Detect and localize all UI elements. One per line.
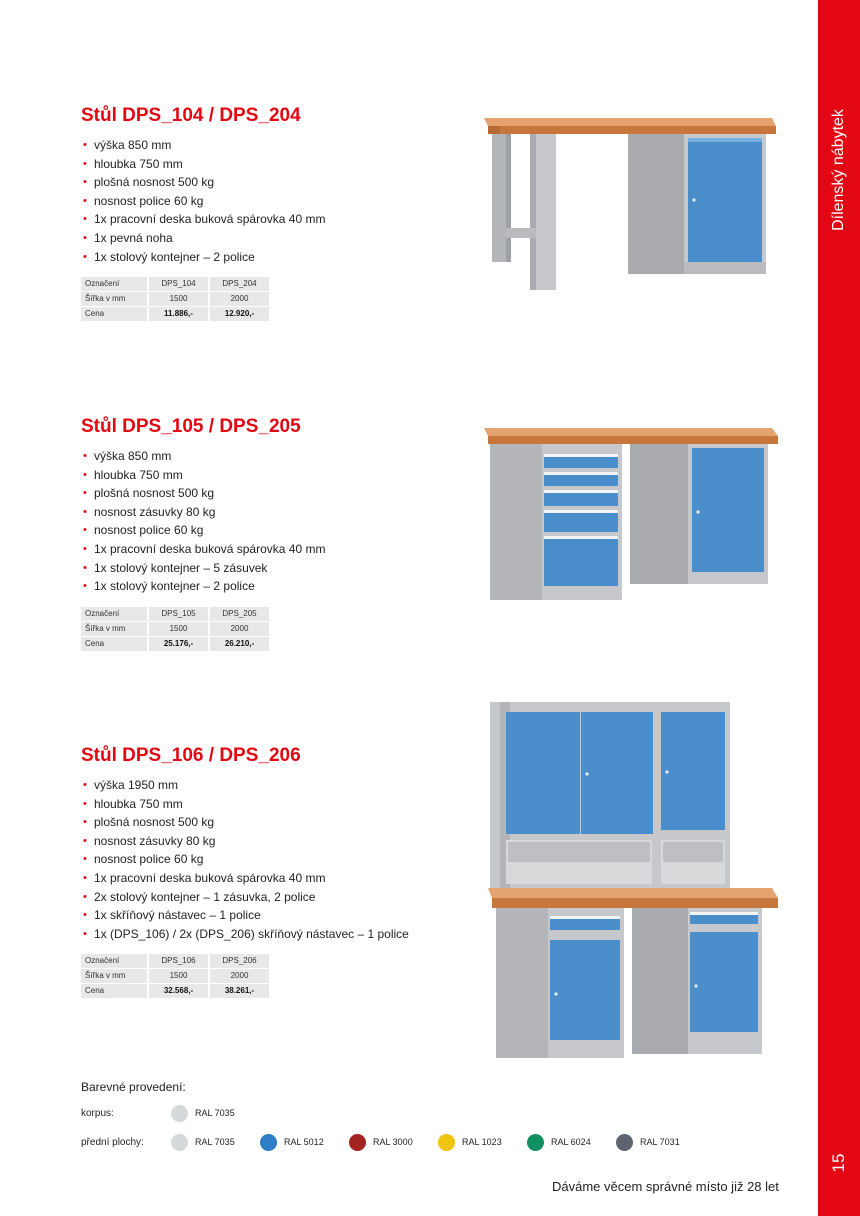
feature-item: • 1x pracovní deska buková spárovka 40 mm <box>83 541 326 556</box>
feature-item: • 2x stolový kontejner – 1 zásuvka, 2 police <box>83 889 316 904</box>
product-title: Stůl DPS_105 / DPS_205 <box>81 416 301 437</box>
feature-item: • výška 850 mm <box>83 449 172 463</box>
feature-item: • 1x stolový kontejner – 2 police <box>83 249 255 264</box>
spec-table: Označení DPS_104 DPS_204 Šířka v mm 1500 2000 Cena 11.886,- 12.920,- <box>81 276 269 322</box>
workbench-image-dps-106 <box>486 702 780 1060</box>
swatch-circle <box>527 1134 544 1151</box>
product-title: Stůl DPS_104 / DPS_204 <box>81 105 301 126</box>
spec-table: Označení DPS_105 DPS_205 Šířka v mm 1500 2000 Cena 25.176,- 26.210,- <box>81 606 269 652</box>
feature-item: • výška 1950 mm <box>83 778 179 792</box>
feature-item: • plošná nosnost 500 kg <box>83 815 215 830</box>
swatch-circle <box>260 1134 277 1151</box>
feature-item: • hloubka 750 mm <box>83 796 183 811</box>
korpus-label: korpus: <box>81 1108 114 1119</box>
swatch-circle <box>349 1134 366 1151</box>
front-label: přední plochy: <box>81 1137 144 1148</box>
swatch-circle <box>171 1105 188 1122</box>
workbench-image-dps-104 <box>480 110 780 290</box>
feature-item: • 1x skříňový nástavec – 1 police <box>83 908 261 923</box>
feature-item: • 1x stolový kontejner – 5 zásuvek <box>83 560 268 575</box>
feature-item: • plošná nosnost 500 kg <box>83 175 215 190</box>
swatch-circle <box>438 1134 455 1151</box>
swatch-circle <box>171 1134 188 1151</box>
section-title: Dílenský nábytek <box>830 109 847 231</box>
feature-item: • výška 850 mm <box>83 138 172 152</box>
page-number: 15 <box>829 1153 848 1173</box>
feature-item: • hloubka 750 mm <box>83 467 183 482</box>
color-options-title: Barevné provedení: <box>81 1080 186 1094</box>
front-color-row: přední plochy: RAL 7035 RAL 5012 RAL 3000 RAL 1023 RAL 6024 RAL 7031 <box>81 1134 721 1154</box>
feature-list <box>81 447 421 596</box>
product-dps-106 <box>81 744 421 999</box>
feature-list <box>81 776 421 943</box>
product-title: Stůl DPS_106 / DPS_206 <box>81 745 301 766</box>
korpus-color-row: korpus: RAL 7035 <box>81 1105 481 1125</box>
feature-item: • 1x pracovní deska buková spárovka 40 mm <box>83 870 326 885</box>
feature-list <box>81 136 421 266</box>
product-dps-104 <box>81 104 421 322</box>
feature-item: • 1x pracovní deska buková spárovka 40 mm <box>83 212 326 227</box>
workbench-image-dps-105 <box>480 420 780 602</box>
product-dps-105 <box>81 415 421 652</box>
feature-item: • 1x (DPS_106) / 2x (DPS_206) skříňový nástavec – 1 police <box>83 926 409 941</box>
feature-item: • nosnost zásuvky 80 kg <box>83 833 216 848</box>
feature-item: • 1x stolový kontejner – 2 police <box>83 579 255 594</box>
feature-item: • plošná nosnost 500 kg <box>83 486 215 501</box>
feature-item: • nosnost police 60 kg <box>83 852 204 867</box>
feature-item: • 1x pevná noha <box>83 230 173 245</box>
feature-item: • nosnost zásuvky 80 kg <box>83 504 216 519</box>
footer-tagline: Dáváme věcem správné místo již 28 let <box>552 1179 779 1194</box>
swatch-circle <box>616 1134 633 1151</box>
feature-item: • hloubka 750 mm <box>83 156 183 171</box>
feature-item: • nosnost police 60 kg <box>83 523 204 538</box>
feature-item: • nosnost police 60 kg <box>83 193 204 208</box>
spec-table: Označení DPS_106 DPS_206 Šířka v mm 1500 2000 Cena 32.568,- 38.261,- <box>81 953 269 999</box>
